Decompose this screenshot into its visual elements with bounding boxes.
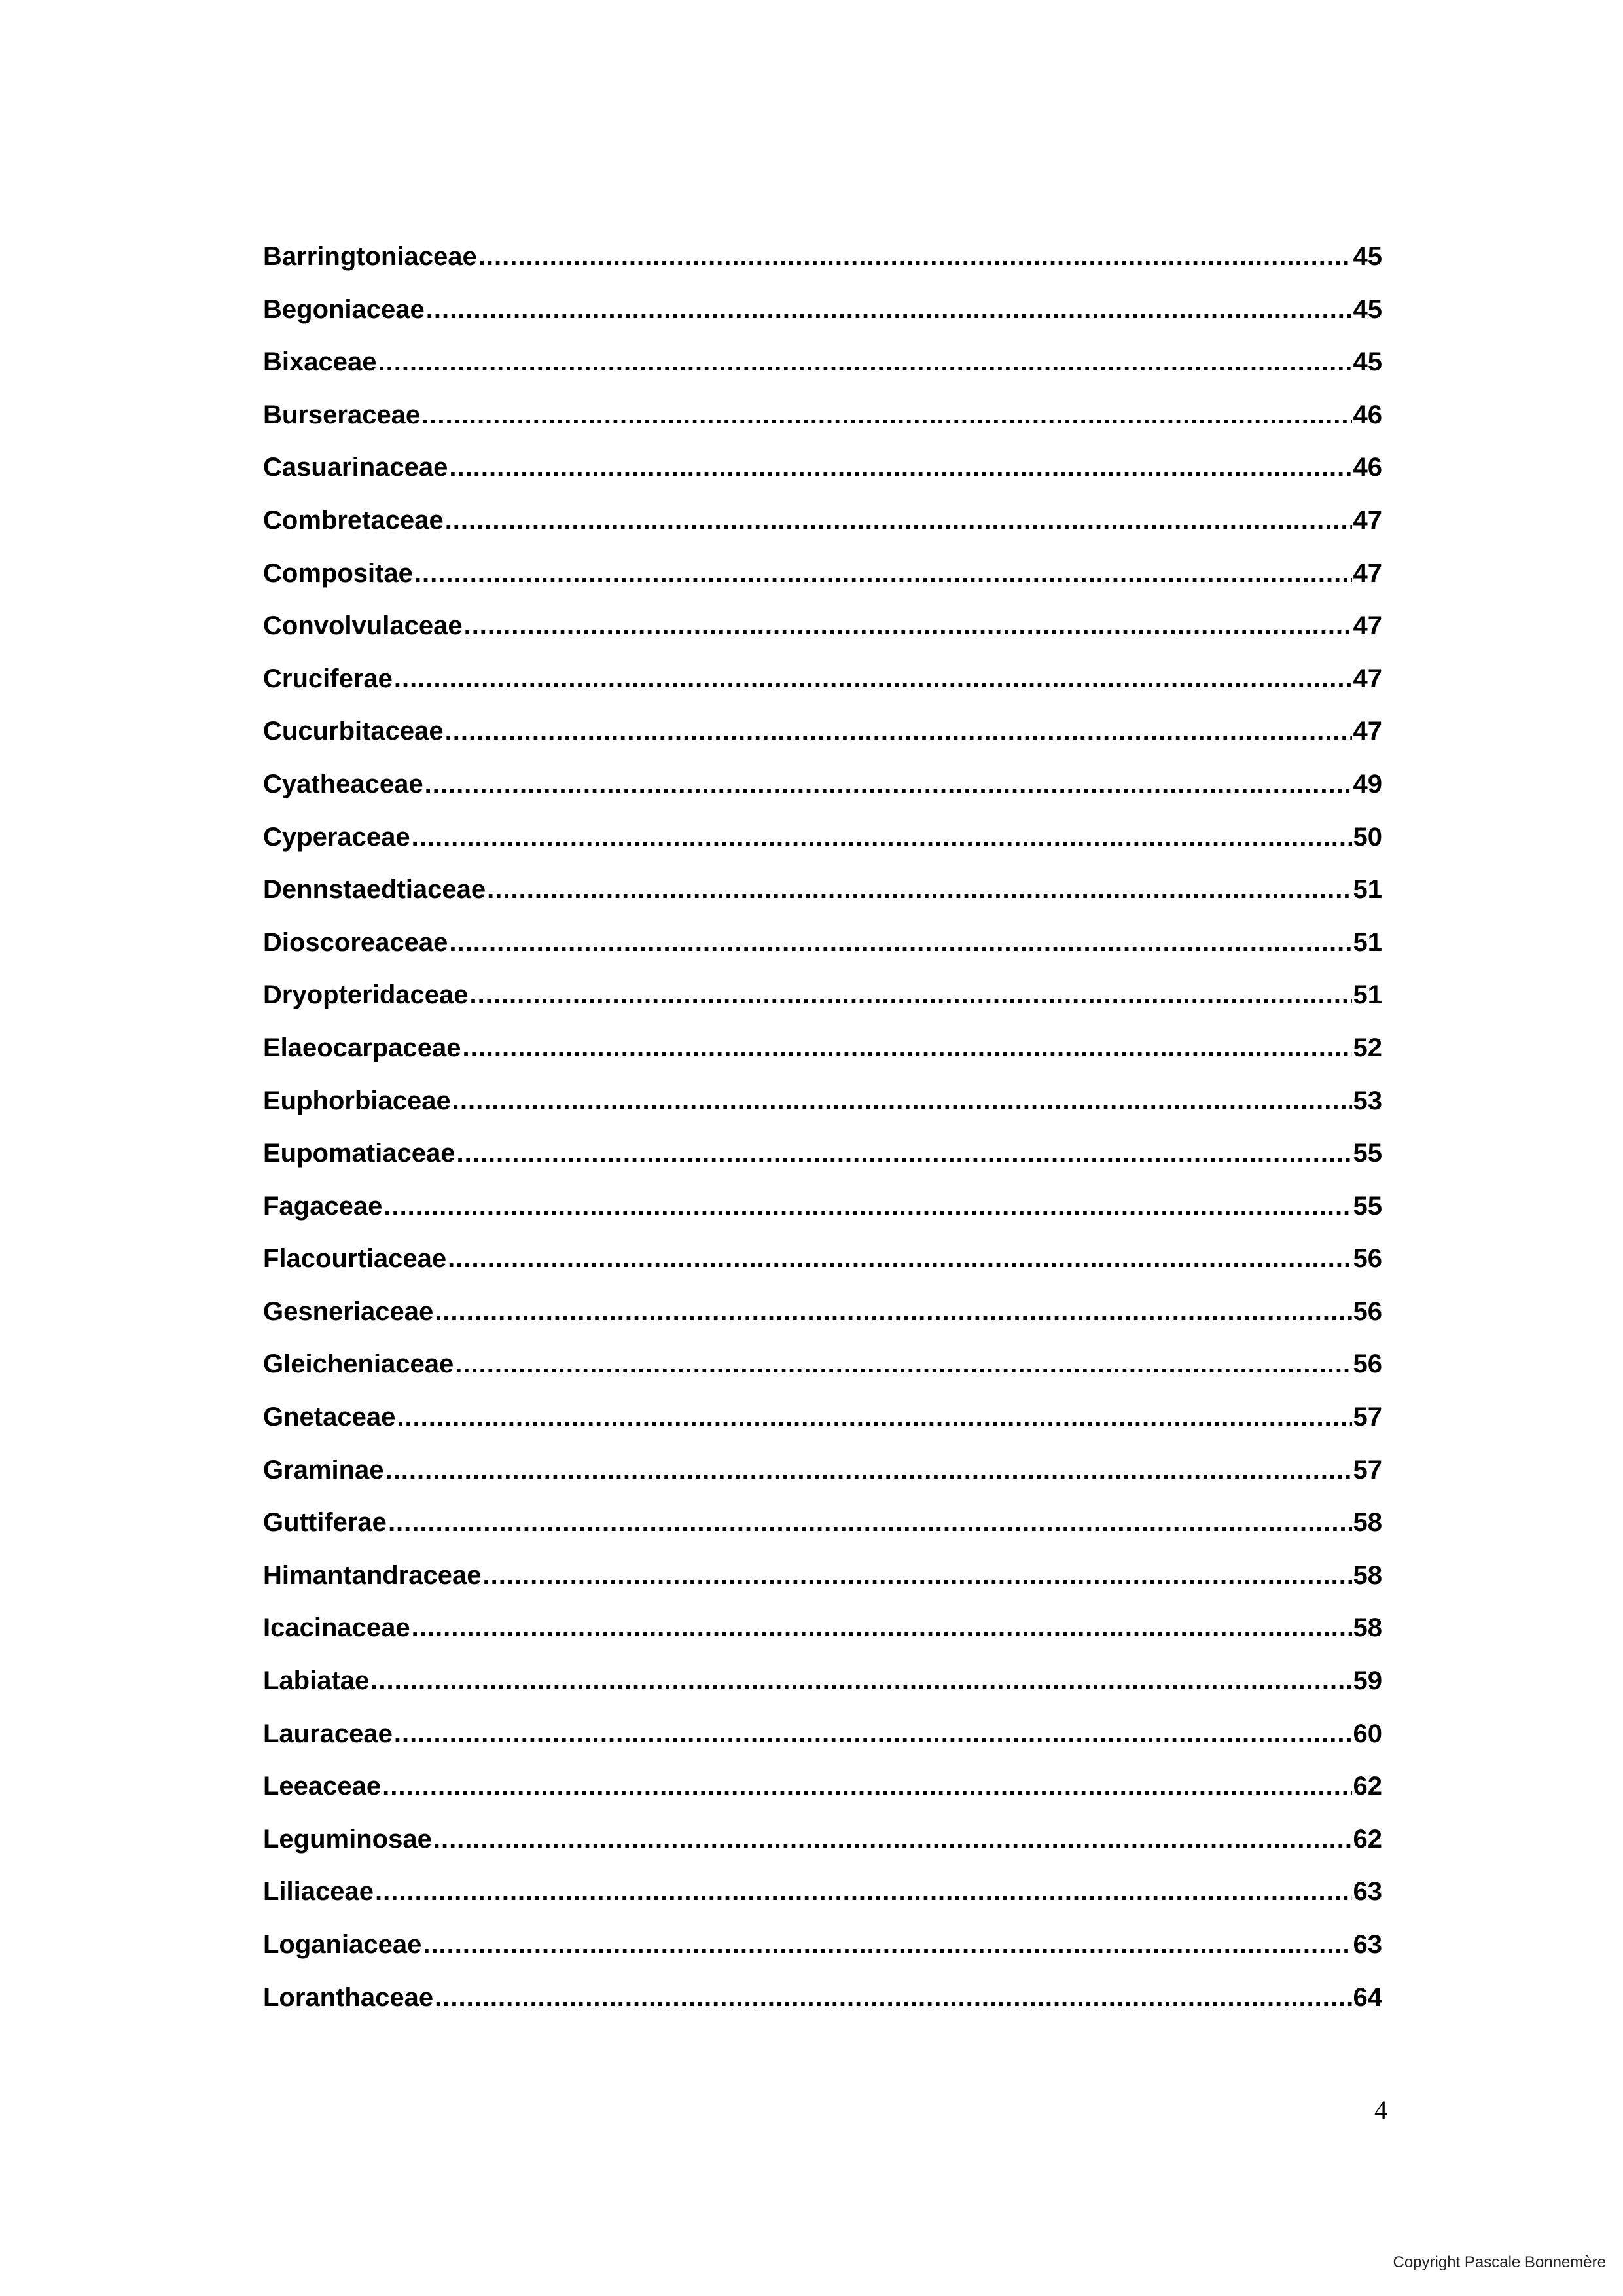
copyright-notice: Copyright Pascale Bonnemère [1393, 2253, 1606, 2271]
toc-dot-leader [385, 1444, 1352, 1497]
toc-entry-page: 51 [1353, 980, 1382, 1010]
toc-entry[interactable] [263, 916, 1382, 969]
toc-dot-leader [469, 969, 1351, 1022]
toc-dot-leader [378, 336, 1351, 389]
toc-dot-leader [426, 283, 1352, 336]
toc-entry[interactable] [263, 1655, 1382, 1708]
toc-entry-name: Loranthaceae [263, 1982, 434, 2012]
toc-dot-leader [394, 653, 1352, 706]
toc-entry[interactable] [263, 811, 1382, 864]
toc-dot-leader [383, 1180, 1351, 1233]
toc-entry-name: Gesneriaceae [263, 1297, 434, 1326]
toc-dot-leader [448, 1232, 1351, 1285]
toc-dot-leader [414, 547, 1352, 600]
toc-entry[interactable] [263, 1338, 1382, 1391]
toc-entry[interactable] [263, 1549, 1382, 1602]
toc-entry-name: Flacourtiaceae [263, 1244, 447, 1274]
toc-dot-leader [482, 1549, 1351, 1602]
toc-entry-page: 47 [1353, 717, 1382, 746]
toc-entry-name: Fagaceae [263, 1191, 383, 1221]
toc-dot-leader [388, 1496, 1352, 1549]
toc-entry-name: Cruciferae [263, 664, 393, 693]
toc-entry-name: Barringtoniaceae [263, 242, 477, 271]
toc-entry-page: 60 [1353, 1719, 1382, 1748]
toc-dot-leader [452, 1075, 1352, 1128]
toc-entry[interactable] [263, 1602, 1382, 1655]
toc-dot-leader [435, 1285, 1351, 1338]
toc-entry[interactable] [263, 1971, 1382, 2024]
toc-entry-name: Compositae [263, 558, 413, 588]
toc-entry[interactable] [263, 1075, 1382, 1128]
toc-entry[interactable] [263, 969, 1382, 1022]
toc-entry[interactable] [263, 863, 1382, 916]
toc-entry-name: Elaeocarpaceae [263, 1033, 461, 1062]
toc-dot-leader [455, 1338, 1351, 1391]
toc-entry-name: Dryopteridaceae [263, 980, 469, 1010]
toc-entry[interactable] [263, 441, 1382, 494]
toc-entry[interactable] [263, 1865, 1382, 1918]
toc-entry-name: Dioscoreaceae [263, 927, 448, 957]
toc-entry-name: Leguminosae [263, 1824, 432, 1854]
toc-entry[interactable] [263, 1496, 1382, 1549]
toc-entry-page: 56 [1353, 1244, 1382, 1274]
toc-entry-page: 57 [1353, 1403, 1382, 1432]
toc-entry-page: 52 [1353, 1033, 1382, 1062]
toc-entry-page: 47 [1353, 558, 1382, 588]
toc-entry[interactable] [263, 494, 1382, 547]
toc-entry-name: Eupomatiaceae [263, 1139, 455, 1168]
toc-dot-leader [397, 1391, 1351, 1444]
toc-dot-leader [487, 863, 1351, 916]
toc-dot-leader [421, 389, 1351, 442]
toc-entry-page: 58 [1353, 1560, 1382, 1590]
toc-entry-page: 63 [1353, 1877, 1382, 1907]
toc-entry-page: 50 [1353, 822, 1382, 852]
toc-entry[interactable] [263, 758, 1382, 811]
page-number: 4 [1374, 2095, 1387, 2125]
toc-entry[interactable] [263, 1285, 1382, 1338]
toc-entry-page: 45 [1353, 295, 1382, 324]
toc-entry-name: Graminae [263, 1455, 384, 1484]
toc-dot-leader [412, 1602, 1352, 1655]
toc-entry[interactable] [263, 1391, 1382, 1444]
toc-entry-page: 51 [1353, 875, 1382, 905]
toc-dot-leader [423, 1918, 1351, 1971]
toc-entry-page: 49 [1353, 769, 1382, 798]
toc-entry-page: 46 [1353, 400, 1382, 429]
toc-entry-name: Combretaceae [263, 505, 444, 535]
toc-entry-name: Leeaceae [263, 1772, 382, 1801]
toc-entry[interactable] [263, 1180, 1382, 1233]
toc-entry-name: Bixaceae [263, 348, 377, 377]
toc-dot-leader [478, 230, 1352, 283]
toc-entry[interactable] [263, 283, 1382, 336]
toc-entry-name: Convolvulaceae [263, 611, 463, 641]
toc-entry[interactable] [263, 1708, 1382, 1761]
toc-entry-page: 47 [1353, 505, 1382, 535]
toc-entry[interactable] [263, 1232, 1382, 1285]
toc-entry-name: Cyperaceae [263, 822, 410, 852]
toc-dot-leader [394, 1708, 1352, 1761]
toc-entry[interactable] [263, 336, 1382, 389]
toc-entry-page: 53 [1353, 1086, 1382, 1115]
toc-entry-page: 47 [1353, 664, 1382, 693]
toc-dot-leader [370, 1655, 1351, 1708]
toc-entry-page: 47 [1353, 611, 1382, 641]
toc-entry-page: 63 [1353, 1930, 1382, 1959]
toc-entry-page: 58 [1353, 1613, 1382, 1643]
toc-dot-leader [445, 705, 1352, 758]
toc-entry-name: Guttiferae [263, 1508, 387, 1537]
toc-entry[interactable] [263, 1813, 1382, 1866]
toc-dot-leader [433, 1813, 1352, 1866]
toc-entry-name: Cyatheaceae [263, 769, 423, 798]
toc-entry-page: 62 [1353, 1824, 1382, 1854]
toc-entry-page: 59 [1353, 1666, 1382, 1696]
toc-entry-page: 45 [1353, 348, 1382, 377]
toc-entry-page: 56 [1353, 1350, 1382, 1379]
toc-dot-leader [375, 1865, 1351, 1918]
toc-dot-leader [456, 1127, 1351, 1180]
toc-entry[interactable] [263, 547, 1382, 600]
toc-dot-leader [464, 600, 1352, 653]
toc-dot-leader [435, 1971, 1351, 2024]
toc-dot-leader [462, 1022, 1351, 1075]
toc-entry-page: 62 [1353, 1772, 1382, 1801]
toc-entry-name: Icacinaceae [263, 1613, 410, 1643]
toc-entry-name: Casuarinaceae [263, 453, 448, 482]
toc-entry-page: 51 [1353, 927, 1382, 957]
toc-entry-name: Lauraceae [263, 1719, 393, 1748]
toc-entry[interactable] [263, 653, 1382, 706]
toc-dot-leader [449, 441, 1351, 494]
toc-entry-name: Begoniaceae [263, 295, 425, 324]
toc-entry[interactable] [263, 705, 1382, 758]
toc-entry[interactable] [263, 230, 1382, 283]
toc-entry-name: Cucurbitaceae [263, 717, 444, 746]
toc-entry-page: 45 [1353, 242, 1382, 271]
toc-entry[interactable] [263, 1760, 1382, 1813]
toc-entry-name: Gleicheniaceae [263, 1350, 454, 1379]
toc-entry-page: 55 [1353, 1139, 1382, 1168]
toc-entry-name: Gnetaceae [263, 1403, 396, 1432]
toc-entry-page: 46 [1353, 453, 1382, 482]
toc-entry-page: 58 [1353, 1508, 1382, 1537]
toc-entry-name: Liliaceae [263, 1877, 374, 1907]
toc-entry[interactable] [263, 1444, 1382, 1497]
table-of-contents [263, 230, 1382, 2024]
toc-entry-name: Loganiaceae [263, 1930, 422, 1959]
toc-entry-name: Himantandraceae [263, 1560, 482, 1590]
toc-entry-name: Labiatae [263, 1666, 370, 1696]
toc-entry[interactable] [263, 600, 1382, 653]
toc-entry-page: 56 [1353, 1297, 1382, 1326]
toc-entry-name: Dennstaedtiaceae [263, 875, 486, 905]
toc-dot-leader [445, 494, 1352, 547]
toc-entry-page: 55 [1353, 1191, 1382, 1221]
toc-dot-leader [425, 758, 1352, 811]
toc-entry-page: 57 [1353, 1455, 1382, 1484]
toc-dot-leader [412, 811, 1352, 864]
toc-entry[interactable] [263, 1127, 1382, 1180]
toc-entry-name: Burseraceae [263, 400, 421, 429]
toc-entry-name: Euphorbiaceae [263, 1086, 451, 1115]
toc-dot-leader [382, 1760, 1351, 1813]
toc-entry[interactable] [263, 1918, 1382, 1971]
toc-entry-page: 64 [1353, 1982, 1382, 2012]
toc-entry[interactable] [263, 1022, 1382, 1075]
toc-dot-leader [449, 916, 1351, 969]
toc-entry[interactable] [263, 389, 1382, 442]
